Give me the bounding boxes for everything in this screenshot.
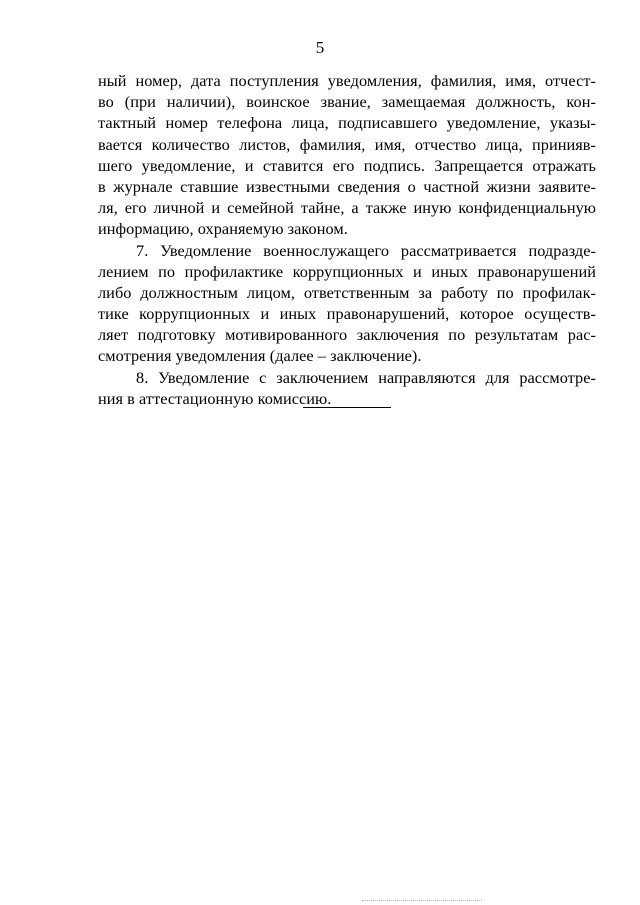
scan-artifact bbox=[362, 900, 482, 901]
text-line: во (при наличии), воинское звание, замещаемая должность, кон- bbox=[98, 92, 596, 112]
page-number: 5 bbox=[315, 38, 325, 57]
text-line: шего уведомление, и ставится его подпись. Запрещается отражать bbox=[98, 155, 596, 175]
body-text bbox=[98, 70, 596, 409]
end-separator-line bbox=[303, 407, 391, 408]
text-line: вается количество листов, фамилия, имя, отчество лица, принияв- bbox=[98, 134, 596, 154]
paragraph-8 bbox=[98, 367, 596, 409]
text-line: ный номер, дата поступления уведомления, фамилия, имя, отчест- bbox=[98, 71, 596, 90]
text-line: 7. Уведомление военнослужащего рассматривается подразде- bbox=[136, 240, 596, 260]
text-line: лением по профилактике коррупционных и иных правонарушений bbox=[98, 261, 596, 281]
text-line: тике коррупционных и иных правонарушений, которое осуществ- bbox=[98, 304, 596, 324]
text-line: ля, его личной и семейной тайне, а также иную конфиденциальную bbox=[98, 198, 596, 218]
paragraph-7 bbox=[98, 240, 596, 367]
text-line: смотрения уведомления (далее – заключение). bbox=[98, 346, 422, 366]
text-line: либо должностным лицом, ответственным за работу по профилак- bbox=[98, 282, 596, 302]
text-line: тактный номер телефона лица, подписавшего уведомление, указы- bbox=[98, 113, 596, 133]
text-line: в журнале ставшие известными сведения о частной жизни заявите- bbox=[98, 176, 596, 196]
paragraph-continuation bbox=[98, 70, 596, 240]
text-line: ния в аттестационную комиссию. bbox=[98, 388, 332, 408]
text-line: информацию, охраняемую законом. bbox=[98, 219, 348, 239]
text-line: 8. Уведомление с заключением направляются для рассмотре- bbox=[136, 367, 596, 387]
text-line: ляет подготовку мотивированного заключения по результатам рас- bbox=[98, 325, 596, 345]
